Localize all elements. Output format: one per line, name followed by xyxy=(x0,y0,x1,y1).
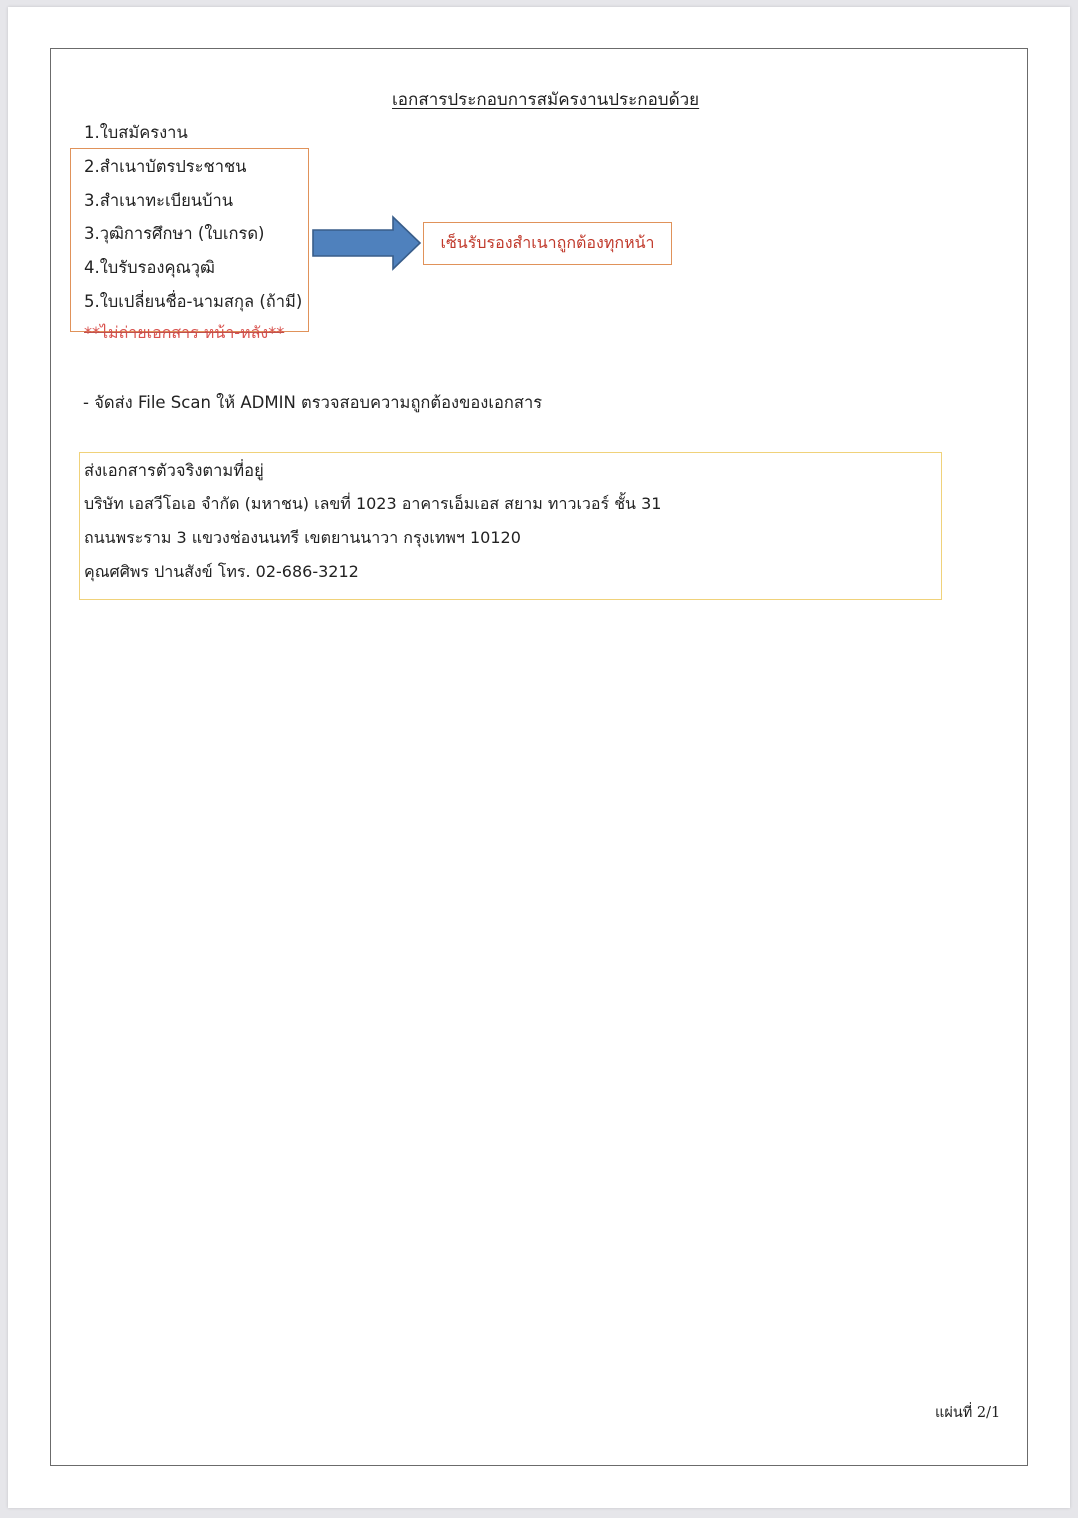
list-item: 2.สำเนาบัตรประชาชน xyxy=(84,157,247,176)
address-heading: ส่งเอกสารตัวจริงตามที่อยู่ xyxy=(84,461,264,480)
list-item: 3.สำเนาทะเบียนบ้าน xyxy=(84,191,234,210)
arrow-shape xyxy=(313,217,420,269)
list-item: 1.ใบสมัครงาน xyxy=(84,123,188,142)
right-arrow-icon xyxy=(311,214,423,272)
certify-copy-box xyxy=(423,222,672,265)
page-number: แผ่นที่ 2/1 xyxy=(935,1405,1001,1421)
address-line-company: บริษัท เอสวีโอเอ จำกัด (มหาชน) เลขที่ 1023 อาคารเอ็มเอส สยาม ทาวเวอร์ ชั้น 31 xyxy=(84,494,662,513)
list-item: 5.ใบเปลี่ยนชื่อ-นามสกุล (ถ้ามี) xyxy=(84,292,303,311)
list-item: 4.ใบรับรองคุณวุฒิ xyxy=(84,258,215,277)
certify-copy-text: เซ็นรับรองสำเนาถูกต้องทุกหน้า xyxy=(440,233,655,252)
scan-instruction: - จัดส่ง File Scan ให้ ADMIN ตรวจสอบความถูกต้องของเอกสาร xyxy=(83,393,543,412)
no-double-sided-warning: **ไม่ถ่ายเอกสาร หน้า-หลัง** xyxy=(84,323,285,342)
address-line-contact: คุณศศิพร ปานสังข์ โทร. 02-686-3212 xyxy=(84,562,359,581)
address-line-street: ถนนพระราม 3 แขวงช่องนนทรี เขตยานนาวา กรุงเทพฯ 10120 xyxy=(84,528,521,547)
list-item: 3.วุฒิการศึกษา (ใบเกรด) xyxy=(84,224,265,243)
document-title: เอกสารประกอบการสมัครงานประกอบด้วย xyxy=(392,90,700,110)
